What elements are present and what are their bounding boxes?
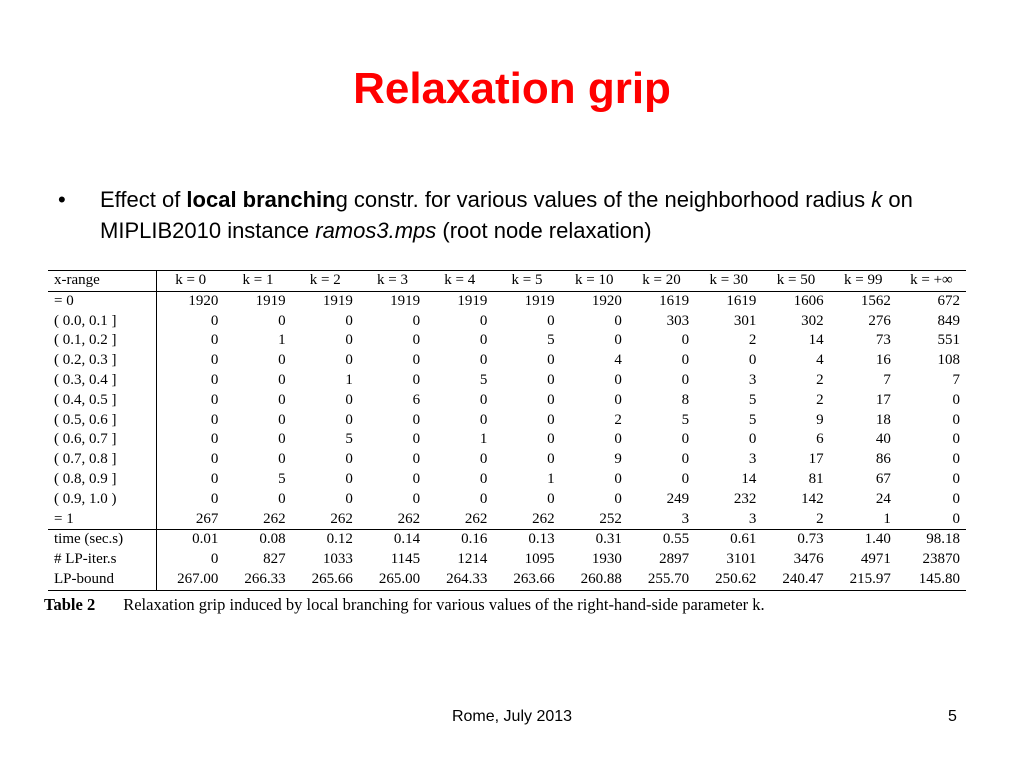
bullet-text-part: Effect of	[100, 187, 187, 212]
table-cell: 0	[547, 352, 555, 369]
table-cell: 8	[681, 391, 690, 408]
table-cell: 3101	[726, 551, 757, 568]
table-cell: 3	[748, 371, 757, 388]
table-cell: 0	[479, 490, 488, 507]
table-cell: 4	[614, 352, 622, 369]
column-header-k: k = 0	[157, 271, 225, 292]
table-cell: 0	[479, 411, 488, 428]
table-cell: 0	[412, 451, 421, 468]
table-cell: 0	[547, 371, 555, 388]
table-cell: 0.16	[426, 530, 493, 550]
row-label: ( 0.2, 0.3 ]	[48, 351, 157, 371]
table-cell: 0	[547, 490, 555, 507]
table-cell: 1.40	[830, 530, 897, 550]
table-cell: 0	[210, 332, 219, 349]
table-cell: 108	[937, 352, 960, 369]
table-row	[48, 530, 966, 550]
bullet-text	[100, 184, 940, 246]
row-label: ( 0.0, 0.1 ]	[48, 312, 157, 332]
table-row	[48, 371, 966, 391]
row-label: time (sec.s)	[48, 530, 157, 550]
results-table	[48, 270, 966, 591]
table-cell: 0	[210, 551, 219, 568]
table-cell: 40	[875, 431, 891, 448]
bullet-text-part: on MIPLIB2010 instance	[100, 187, 913, 243]
table-cell: 849	[937, 312, 960, 329]
table-cell: 0	[278, 371, 286, 388]
column-header-k: k = 2	[292, 271, 359, 292]
slide-title: Relaxation grip	[353, 64, 671, 113]
table-cell: 1919	[390, 292, 421, 309]
table-cell: 0	[278, 352, 286, 369]
column-header-k: k = 3	[359, 271, 426, 292]
table-cell: 252	[599, 510, 622, 527]
bullet-bold-term: local branchin	[186, 187, 336, 212]
table-cell: 0	[210, 411, 219, 428]
table-cell: 1606	[793, 292, 824, 309]
table-cell: 0	[748, 352, 757, 369]
table-cell: 0	[210, 470, 219, 487]
table-cell: 5	[547, 332, 555, 349]
table-cell: 265.66	[292, 570, 359, 590]
table-cell: 0	[210, 451, 219, 468]
table-cell: 0	[412, 490, 421, 507]
table-cell: 0	[210, 490, 219, 507]
table-cell: 81	[808, 470, 824, 487]
table-cell: 0	[547, 451, 555, 468]
table-cell: 267.00	[157, 570, 225, 590]
table-row	[48, 430, 966, 450]
table-row	[48, 411, 966, 431]
table-cell: 262	[263, 510, 286, 527]
table-cell: 0	[952, 431, 960, 448]
table-cell: 0.01	[157, 530, 225, 550]
table-cell: 0	[681, 470, 690, 487]
table-cell: 0	[412, 470, 421, 487]
table-cell: 276	[868, 312, 891, 329]
table-body	[48, 291, 966, 590]
table-cell: 1619	[726, 292, 757, 309]
table-cell: 4	[816, 352, 824, 369]
table-cell: 0	[210, 431, 219, 448]
table-cell: 240.47	[762, 570, 829, 590]
table-cell: 6	[816, 431, 824, 448]
table-cell: 0	[681, 352, 690, 369]
table-cell: 262	[397, 510, 421, 527]
table-caption	[44, 595, 984, 615]
row-label: ( 0.9, 1.0 )	[48, 490, 157, 510]
header-row	[48, 271, 966, 292]
table-cell: 1214	[457, 551, 488, 568]
table-cell: 303	[666, 312, 690, 329]
column-header-k: k = 99	[830, 271, 897, 292]
table-cell: 4971	[860, 551, 891, 568]
table-cell: 5	[748, 391, 757, 408]
table-cell: 1919	[457, 292, 488, 309]
table-cell: 0	[614, 312, 622, 329]
table-row	[48, 470, 966, 490]
table-cell: 0.08	[224, 530, 291, 550]
table-cell: 0.12	[292, 530, 359, 550]
table-cell: 0	[210, 371, 219, 388]
table-cell: 0	[614, 470, 622, 487]
table-cell: 0	[681, 451, 690, 468]
table-cell: 260.88	[561, 570, 628, 590]
table-cell: 0.31	[561, 530, 628, 550]
table-cell: 0	[952, 510, 960, 527]
table-cell: 1	[883, 510, 891, 527]
table-cell: 1095	[524, 551, 555, 568]
footer-date: Rome, July 2013	[451, 708, 573, 725]
bullet-marker: •	[58, 187, 66, 212]
bullet-k-variable: k	[871, 187, 883, 212]
table-cell: 2	[816, 391, 824, 408]
row-label: = 1	[48, 510, 157, 530]
column-header-k: k = 1	[224, 271, 291, 292]
table-cell: 1562	[860, 292, 891, 309]
table-cell: 2	[816, 510, 824, 527]
row-label: ( 0.4, 0.5 ]	[48, 391, 157, 411]
table-cell: 98.18	[897, 530, 966, 550]
column-header-k: k = 20	[628, 271, 695, 292]
table-cell: 1919	[524, 292, 555, 309]
table-cell: 67	[875, 470, 891, 487]
table-cell: 0	[412, 431, 421, 448]
table-cell: 1	[547, 470, 555, 487]
table-row	[48, 351, 966, 371]
table-cell: 0	[278, 411, 286, 428]
row-label: ( 0.1, 0.2 ]	[48, 331, 157, 351]
table-cell: 3	[748, 451, 757, 468]
column-header-k: k = 5	[493, 271, 560, 292]
table-cell: 1920	[188, 292, 219, 309]
table-cell: 1033	[322, 551, 353, 568]
table-row	[48, 291, 966, 311]
table-cell: 5	[479, 371, 488, 388]
table-cell: 551	[937, 332, 960, 349]
table-cell: 0	[748, 431, 757, 448]
table-cell: 0	[345, 470, 353, 487]
table-cell: 142	[801, 490, 824, 507]
table-cell: 73	[875, 332, 891, 349]
table-cell: 16	[875, 352, 891, 369]
table-cell: 5	[345, 431, 353, 448]
caption-text: Relaxation grip induced by local branching for various values of the right-hand-side parameter k.	[123, 595, 765, 614]
table-cell: 0	[547, 312, 555, 329]
table-row	[48, 312, 966, 332]
table-cell: 0	[681, 332, 690, 349]
table-cell: 264.33	[426, 570, 493, 590]
table-cell: 0	[345, 490, 353, 507]
table-cell: 0.13	[493, 530, 560, 550]
table-cell: 5	[278, 470, 286, 487]
table-cell: 7	[952, 371, 960, 388]
table-cell: 0	[210, 352, 219, 369]
table-cell: 7	[883, 371, 891, 388]
bullet-text-part: g constr. for various values of the neighborhood radius	[335, 187, 872, 212]
row-label: ( 0.8, 0.9 ]	[48, 470, 157, 490]
table-cell: 0	[614, 431, 622, 448]
table-cell: 215.97	[830, 570, 897, 590]
table-cell: 3	[681, 510, 690, 527]
row-label: ( 0.7, 0.8 ]	[48, 450, 157, 470]
table-cell: 301	[733, 312, 757, 329]
table-cell: 5	[748, 411, 757, 428]
table-header	[48, 271, 966, 292]
table-cell: 263.66	[493, 570, 560, 590]
table-cell: 232	[733, 490, 757, 507]
table-cell: 0	[952, 391, 960, 408]
table-cell: 0	[345, 391, 353, 408]
table-cell: 0	[345, 352, 353, 369]
table-cell: 265.00	[359, 570, 426, 590]
bullet-text-part: (root node relaxation)	[436, 218, 652, 243]
table-row	[48, 570, 966, 590]
page-number: 5	[948, 708, 957, 725]
table-cell: 0	[278, 431, 286, 448]
row-label: LP-bound	[48, 570, 157, 590]
table-cell: 2	[614, 411, 622, 428]
table-cell: 2	[748, 332, 757, 349]
table-cell: 0	[412, 352, 421, 369]
table-cell: 249	[666, 490, 690, 507]
table-cell: 0	[479, 332, 488, 349]
table-cell: 262	[532, 510, 555, 527]
table-row	[48, 550, 966, 570]
column-header-k: k = +∞	[897, 271, 966, 292]
table-cell: 0.14	[359, 530, 426, 550]
table-cell: 0	[614, 391, 622, 408]
column-header-k: k = 10	[561, 271, 628, 292]
table-cell: 267	[195, 510, 219, 527]
table-cell: 0	[614, 332, 622, 349]
table-cell: 0	[345, 411, 353, 428]
table-cell: 262	[330, 510, 353, 527]
table-cell: 0.55	[628, 530, 695, 550]
table-cell: 0	[345, 312, 353, 329]
caption-label: Table 2	[44, 595, 96, 614]
table-cell: 24	[875, 490, 891, 507]
table-cell: 0	[412, 312, 421, 329]
table-cell: 0	[681, 431, 690, 448]
table-cell: 0	[479, 352, 488, 369]
table-cell: 23870	[922, 551, 960, 568]
row-label: ( 0.5, 0.6 ]	[48, 411, 157, 431]
table-cell: 1	[278, 332, 286, 349]
table-cell: 827	[263, 551, 286, 568]
table-cell: 14	[808, 332, 824, 349]
table-row	[48, 450, 966, 470]
table-cell: 3	[748, 510, 757, 527]
table-cell: 0.61	[695, 530, 762, 550]
table-cell: 2	[816, 371, 824, 388]
table-cell: 0	[952, 470, 960, 487]
table-cell: 6	[412, 391, 421, 408]
table-cell: 5	[681, 411, 690, 428]
table-cell: 0	[479, 391, 488, 408]
table-cell: 0	[412, 371, 421, 388]
table-cell: 0.73	[762, 530, 829, 550]
table-cell: 1919	[322, 292, 353, 309]
row-label: = 0	[48, 291, 157, 311]
table-cell: 672	[937, 292, 960, 309]
table-cell: 0	[479, 312, 488, 329]
column-header-k: k = 30	[695, 271, 762, 292]
table-cell: 1619	[659, 292, 690, 309]
row-label: ( 0.3, 0.4 ]	[48, 371, 157, 391]
table-cell: 1145	[390, 551, 421, 568]
table-row	[48, 391, 966, 411]
table-cell: 0	[210, 391, 219, 408]
table-cell: 2897	[659, 551, 690, 568]
table-cell: 0	[547, 391, 555, 408]
table-cell: 0	[278, 490, 286, 507]
table-cell: 17	[875, 391, 891, 408]
row-label: ( 0.6, 0.7 ]	[48, 430, 157, 450]
table-cell: 0	[278, 312, 286, 329]
table-cell: 0	[412, 411, 421, 428]
table-cell: 9	[816, 411, 824, 428]
table-cell: 0	[479, 451, 488, 468]
table-cell: 14	[741, 470, 757, 487]
column-header-k: k = 50	[762, 271, 829, 292]
table-row	[48, 331, 966, 351]
table-cell: 0	[614, 371, 622, 388]
bullet-instance-name: ramos3.mps	[315, 218, 437, 243]
table-cell: 3476	[793, 551, 824, 568]
table-cell: 17	[808, 451, 824, 468]
table-cell: 0	[210, 312, 219, 329]
table-cell: 262	[464, 510, 488, 527]
column-header-range: x-range	[48, 271, 157, 292]
table-cell: 250.62	[695, 570, 762, 590]
table-cell: 302	[801, 312, 824, 329]
table-cell: 0	[952, 451, 960, 468]
table-cell: 0	[952, 411, 960, 428]
table-cell: 0	[278, 451, 286, 468]
table-cell: 266.33	[224, 570, 291, 590]
table-cell: 0	[345, 332, 353, 349]
table-row	[48, 510, 966, 530]
table-cell: 0	[412, 332, 421, 349]
table-cell: 0	[547, 431, 555, 448]
table-cell: 86	[875, 451, 891, 468]
results-table-container	[48, 270, 966, 591]
table-cell: 1	[345, 371, 353, 388]
table-cell: 0	[479, 470, 488, 487]
table-cell: 0	[681, 371, 690, 388]
table-cell: 1	[479, 431, 488, 448]
row-label: # LP-iter.s	[48, 550, 157, 570]
column-header-k: k = 4	[426, 271, 493, 292]
table-cell: 0	[278, 391, 286, 408]
table-cell: 0	[614, 490, 622, 507]
table-cell: 1919	[255, 292, 286, 309]
table-cell: 1930	[591, 551, 622, 568]
table-cell: 255.70	[628, 570, 695, 590]
table-cell: 0	[547, 411, 555, 428]
table-cell: 0	[952, 490, 960, 507]
table-row	[48, 490, 966, 510]
table-cell: 18	[875, 411, 891, 428]
table-cell: 145.80	[897, 570, 966, 590]
table-cell: 9	[614, 451, 622, 468]
table-cell: 0	[345, 451, 353, 468]
table-cell: 1920	[591, 292, 622, 309]
